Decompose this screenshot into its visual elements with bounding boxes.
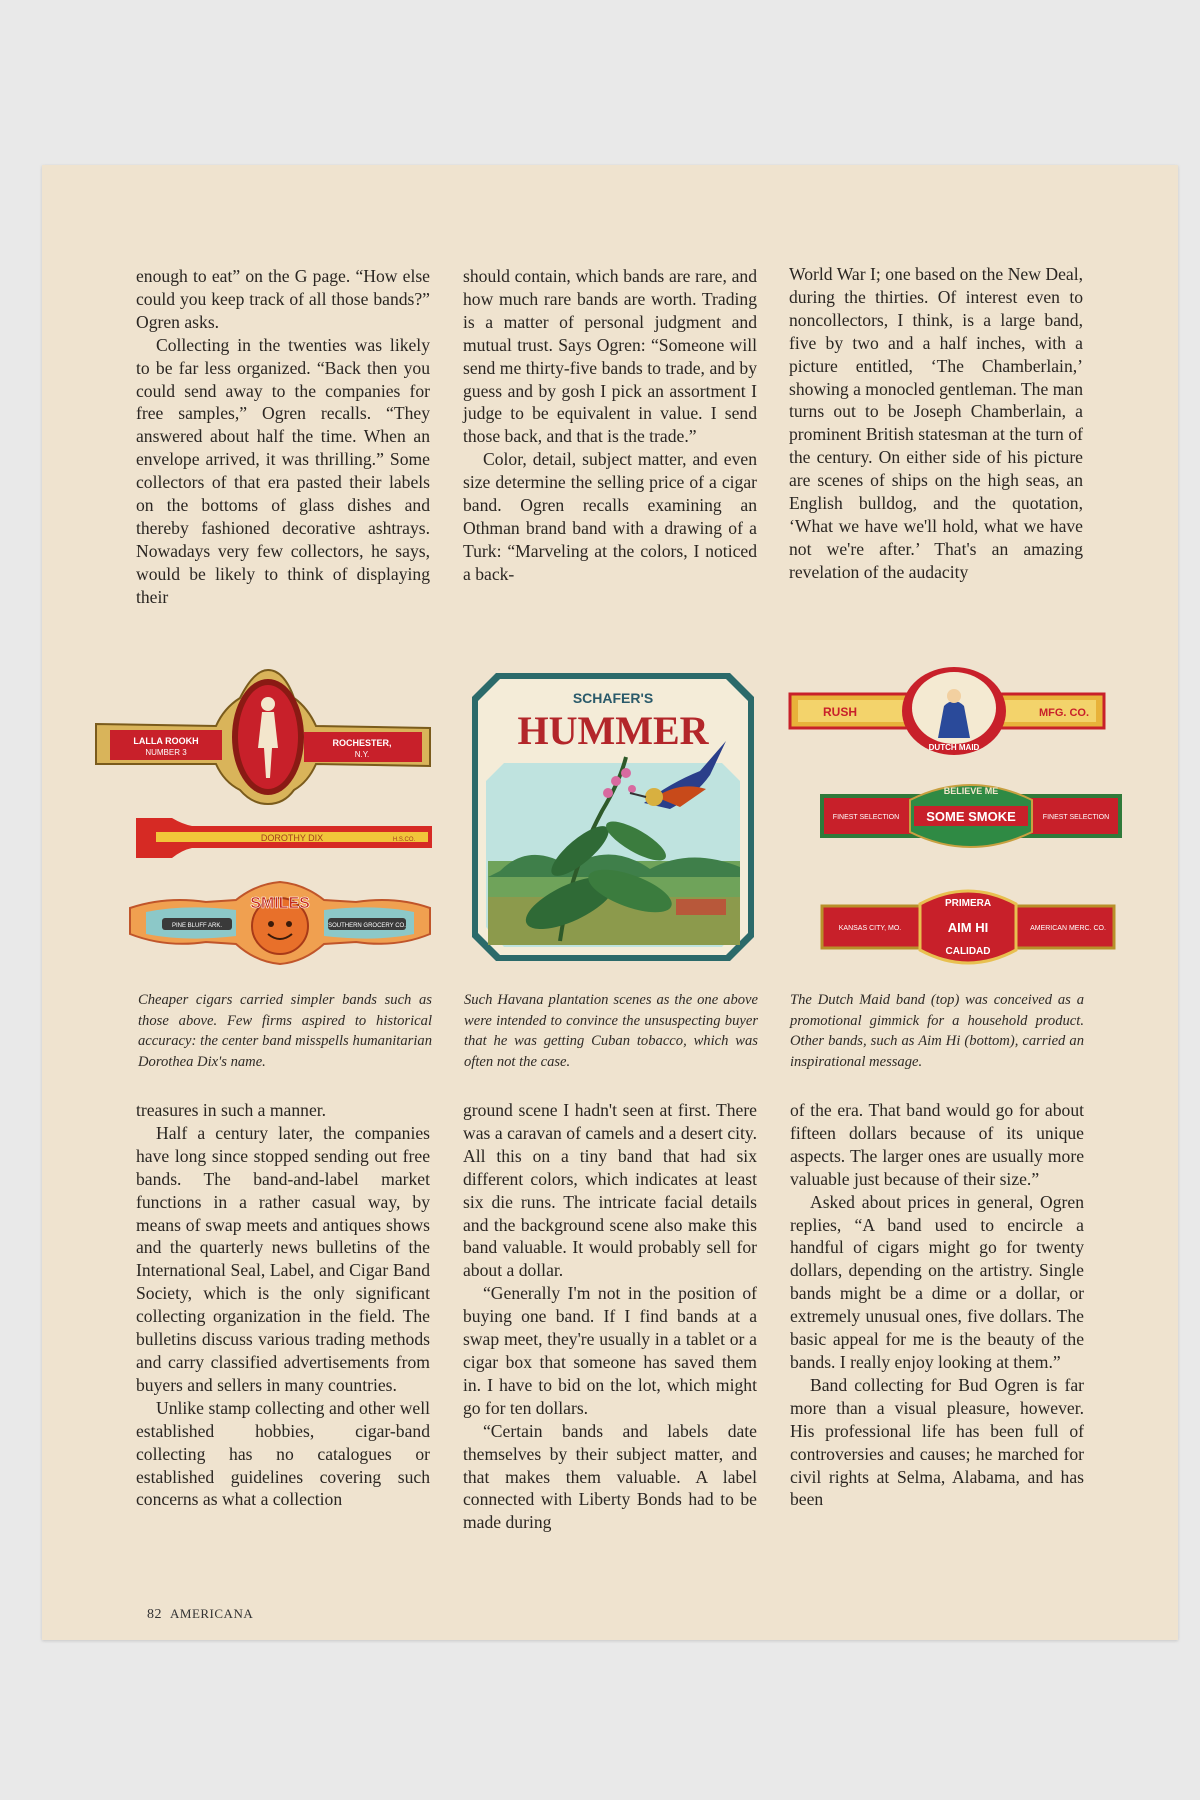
aim-hi-band: [820, 882, 1116, 972]
bottom-column-3: [790, 1099, 1084, 1511]
paragraph: Collecting in the twenties was likely to be far less organized. “Back then you could send away to the companies for free samples,” Ogren recalls. “They answered about half the time. When an envelope arrived, it was thrilling.” Some collectors of that era pasted their labels on the bottoms of glass dishes and thereby fashioned decorative ashtrays. Nowadays very few collectors, he says, would be likely to think of displaying their: [136, 334, 430, 607]
paragraph: “Generally I'm not in the position of buying one band. If I find bands at a swap meet, they're usually in a tablet or a cigar box that someone has saved them in. I have to bid on the lot, which might go for ten dollars.: [463, 1283, 757, 1418]
magazine-name: AMERICANA: [170, 1606, 254, 1621]
paragraph: “Certain bands and labels date themselves by their subject matter, and that makes them valuable. A label connected with Liberty Bonds had to be made during: [463, 1420, 757, 1533]
paragraph: World War I; one based on the New Deal, during the thirties. Of interest even to noncollectors, I think, is a large band, five by two and a half inches, with a picture entitled, ‘The Chamberlain,’ showing a monocled gentleman. The man turns out to be Joseph Chamberlain, a prominent British statesman at the turn of the century. On either side of his picture are scenes of ships on the high seas, an English bulldog, and the quotation, ‘What we have we'll hold, what we have not we're after.’ That's an amazing revelation of the audacity: [789, 264, 1083, 582]
smiles-right-text: SOUTHERN GROCERY CO.: [328, 923, 406, 929]
top-column-3: [789, 263, 1083, 584]
paragraph: Asked about prices in general, Ogren replies, “A band used to encircle a handful of cigars might go for twenty dollars, depending on the artistry. Single bands might be a dime or a dollar, or extremely unusual ones, five dollars. The basic appeal for me is the beauty of the bands. I really enjoy looking at them.”: [790, 1191, 1084, 1372]
lalla-rookh-right-text2: N.Y.: [354, 750, 370, 759]
aim-hi-left-text: KANSAS CITY, MO.: [838, 925, 902, 932]
some-smoke-band: [820, 774, 1122, 858]
page-footer: [147, 1606, 253, 1623]
aim-hi-right-text: AMERICAN MERC. CO.: [1030, 925, 1106, 932]
believe-me-text: BELIEVE ME: [943, 786, 999, 796]
lalla-rookh-right-text: ROCHESTER,: [332, 738, 392, 748]
lalla-rookh-band: [94, 668, 434, 806]
smiles-title: SMILES: [250, 895, 310, 912]
rush-right-text: MFG. CO.: [1038, 707, 1090, 719]
dorothy-dix-text: DOROTHY DIX: [260, 833, 324, 843]
smiles-left-text: PINE BLUFF ARK.: [171, 923, 223, 929]
paragraph: treasures in such a manner.: [136, 1100, 327, 1120]
paragraph: enough to eat” on the G page. “How else could you keep track of all those bands?” Ogren asks.: [136, 266, 430, 332]
lalla-rookh-left-text2: NUMBER 3: [145, 748, 187, 757]
top-column-1: [136, 265, 430, 609]
caption-right: The Dutch Maid band (top) was conceived as a promotional gimmick for a household product. Other bands, such as Aim Hi (bottom), carried an inspirational message.: [790, 992, 1084, 1070]
page-number: 82: [147, 1607, 162, 1622]
some-smoke-right-text: FINEST SELECTION: [1042, 814, 1110, 821]
paragraph: ground scene I hadn't seen at first. There was a caravan of camels and a desert city. All this on a tiny band that had six different colors, which indicates at least six die runs. The intricate facial details and the background scene also make this band valuable. It would probably sell for about a dollar.: [463, 1100, 757, 1281]
some-smoke-text: SOME SMOKE: [926, 809, 1016, 824]
rush-dutch-maid-band: [788, 666, 1106, 762]
paragraph: Band collecting for Bud Ogren is far more than a visual pleasure, however. His professional life has been full of controversies and causes; he marched for civil rights at Selma, Alabama, and has been: [790, 1374, 1084, 1510]
dorothy-dix-maker-text: H.S.CO.: [392, 837, 416, 843]
paragraph: Color, detail, subject matter, and even size determine the selling price of a cigar band. Ogren recalls examining an Othman brand band with a drawing of a Turk: “Marveling at the colors, I noticed a back-: [463, 449, 757, 584]
primera-text: PRIMERA: [944, 898, 992, 909]
top-column-2: [463, 265, 757, 586]
some-smoke-left-text: FINEST SELECTION: [832, 814, 900, 821]
bottom-column-2: [463, 1099, 757, 1534]
rush-text: RUSH: [822, 705, 858, 719]
hummer-title: HUMMER: [517, 708, 709, 753]
calidad-text: CALIDAD: [945, 946, 991, 957]
caption-left: Cheaper cigars carried simpler bands such as those above. Few firms aspired to historical accuracy: the center band misspells humanitarian Dorothea Dix's name.: [138, 992, 432, 1070]
paragraph: Half a century later, the companies have long since stopped sending out free bands. The band-and-label market functions in a rather casual way, by means of swap meets and antiques shows and the quarterly news bulletins of the International Seal, Label, and Cigar Band Society, which is the only significant collecting organization in the field. The bulletins discuss various trading methods and carry classified advertisements from buyers and sellers in many countries.: [136, 1122, 430, 1395]
paragraph: Unlike stamp collecting and other well established hobbies, cigar-band collecting has no catalogues or established guidelines covering such concerns as what a collection: [136, 1397, 430, 1510]
paragraph: of the era. That band would go for about fifteen dollars because of its unique aspects. The larger ones are usually more valuable just because of their size.”: [790, 1100, 1084, 1189]
smiles-band: [126, 878, 434, 968]
hummer-brand: SCHAFER'S: [572, 690, 654, 706]
dutch-maid-badge: DUTCH MAID: [928, 743, 980, 752]
aim-hi-text: AIM HI: [947, 920, 989, 935]
bottom-column-1: [136, 1099, 430, 1511]
caption-center: Such Havana plantation scenes as the one above were intended to convince the unsuspecting buyer that he was getting Cuban tobacco, which was often not the case.: [464, 992, 758, 1070]
paragraph: should contain, which bands are rare, and how much rare bands are worth. Trading is a matter of personal judgment and mutual trust. Says Ogren: “Someone will send me thirty-five bands to trade, and by guess and by gosh I pick an assortment I judge to be equivalent in value. I send those back, and that is the trade.”: [463, 266, 757, 447]
dorothy-dix-band: [132, 816, 434, 860]
lalla-rookh-left-text: LALLA ROOKH: [133, 736, 199, 746]
hummer-cigar-label: [470, 671, 756, 963]
